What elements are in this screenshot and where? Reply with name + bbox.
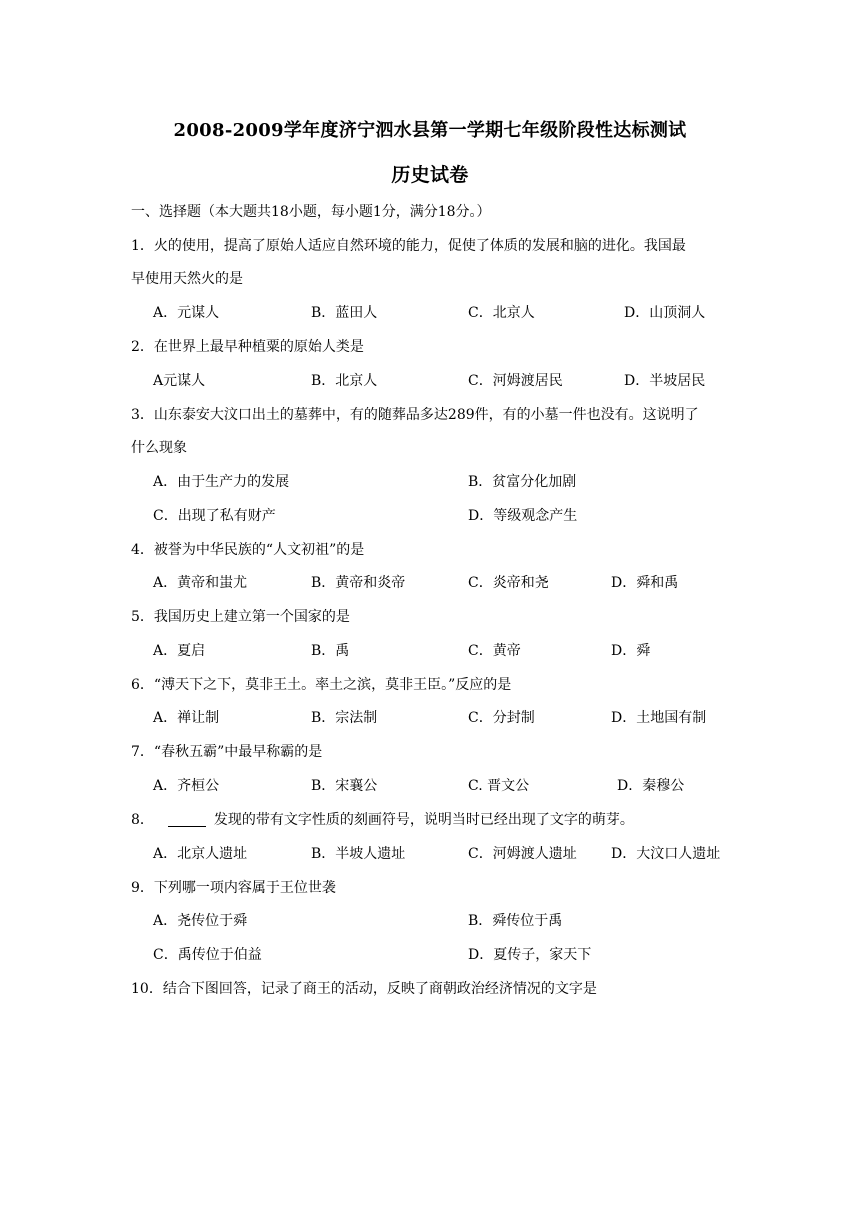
question-3-line-2: 什么现象: [131, 440, 187, 456]
option-1c: C．北京人: [468, 305, 535, 321]
option-2a: A元谋人: [153, 373, 206, 389]
option-2c: C．河姆渡居民: [468, 373, 563, 389]
question-1-line-1: 1．火的使用，提高了原始人适应自然环境的能力，促使了体质的发展和脑的进化。我国最: [131, 238, 686, 254]
option-3d: D．等级观念产生: [468, 508, 578, 524]
option-9d: D．夏传子，家天下: [468, 947, 592, 963]
question-6-line-1: 6．“溥天下之下，莫非王土。率土之滨，莫非王臣。”反应的是: [131, 677, 512, 693]
option-5c: C．黄帝: [468, 643, 521, 659]
option-8c: C．河姆渡人遗址: [468, 846, 577, 862]
option-9c: C．禹传位于伯益: [153, 947, 262, 963]
exam-subtitle: 历史试卷: [391, 164, 469, 186]
question-4-line-1: 4．被誉为中华民族的“人文初祖”的是: [131, 542, 365, 558]
question-2-line-1: 2．在世界上最早种植粟的原始人类是: [131, 339, 364, 355]
option-2d: D．半坡居民: [624, 373, 706, 389]
option-8b: B．半坡人遗址: [311, 846, 406, 862]
question-8-prefix: 8．: [131, 812, 154, 828]
option-3c: C．出现了私有财产: [153, 508, 276, 524]
option-4d: D．舜和禹: [611, 575, 679, 591]
question-8-suffix: 发现的带有文字性质的刻画符号，说明当时已经出现了文字的萌芽。: [213, 812, 634, 828]
option-8d: D．大汶口人遗址: [611, 846, 721, 862]
option-5a: A．夏启: [153, 643, 206, 659]
section-heading: 一、选择题（本大题共18小题，每小题1分，满分18分。）: [131, 204, 491, 220]
question-1-line-2: 早使用天然火的是: [131, 271, 243, 287]
option-6a: A．禅让制: [153, 710, 220, 726]
option-1b: B．蓝田人: [311, 305, 378, 321]
option-7d: D．秦穆公: [617, 778, 685, 794]
question-10-line-1: 10．结合下图回答，记录了商王的活动，反映了商朝政治经济情况的文字是: [131, 981, 597, 997]
option-6b: B．宗法制: [311, 710, 378, 726]
option-5d: D．舜: [611, 643, 651, 659]
option-7c: C. 晋文公: [468, 778, 530, 794]
option-6c: C．分封制: [468, 710, 535, 726]
question-3-line-1: 3．山东泰安大汶口出土的墓葬中，有的随葬品多达289件，有的小墓一件也没有。这说明了: [131, 407, 699, 423]
option-7b: B．宋襄公: [311, 778, 378, 794]
option-3b: B．贫富分化加剧: [468, 474, 577, 490]
question-9-line-1: 9．下列哪一项内容属于王位世袭: [131, 880, 336, 896]
option-4b: B．黄帝和炎帝: [311, 575, 406, 591]
option-6d: D．土地国有制: [611, 710, 707, 726]
option-2b: B．北京人: [311, 373, 378, 389]
option-4c: C．炎帝和尧: [468, 575, 549, 591]
option-1a: A．元谋人: [153, 305, 220, 321]
question-5-line-1: 5．我国历史上建立第一个国家的是: [131, 609, 350, 625]
question-7-line-1: 7．“春秋五霸”中最早称霸的是: [131, 744, 323, 760]
answer-blank: [168, 812, 206, 827]
exam-title: 2008-2009学年度济宁泗水县第一学期七年级阶段性达标测试: [173, 120, 687, 141]
option-7a: A．齐桓公: [153, 778, 220, 794]
option-8a: A．北京人遗址: [153, 846, 248, 862]
option-4a: A．黄帝和蚩尤: [153, 575, 248, 591]
option-9b: B．舜传位于禹: [468, 913, 563, 929]
option-1d: D．山顶洞人: [624, 305, 706, 321]
option-5b: B．禹: [311, 643, 350, 659]
option-9a: A．尧传位于舜: [153, 913, 248, 929]
option-3a: A．由于生产力的发展: [153, 474, 290, 490]
question-8-line-1: [131, 810, 634, 830]
